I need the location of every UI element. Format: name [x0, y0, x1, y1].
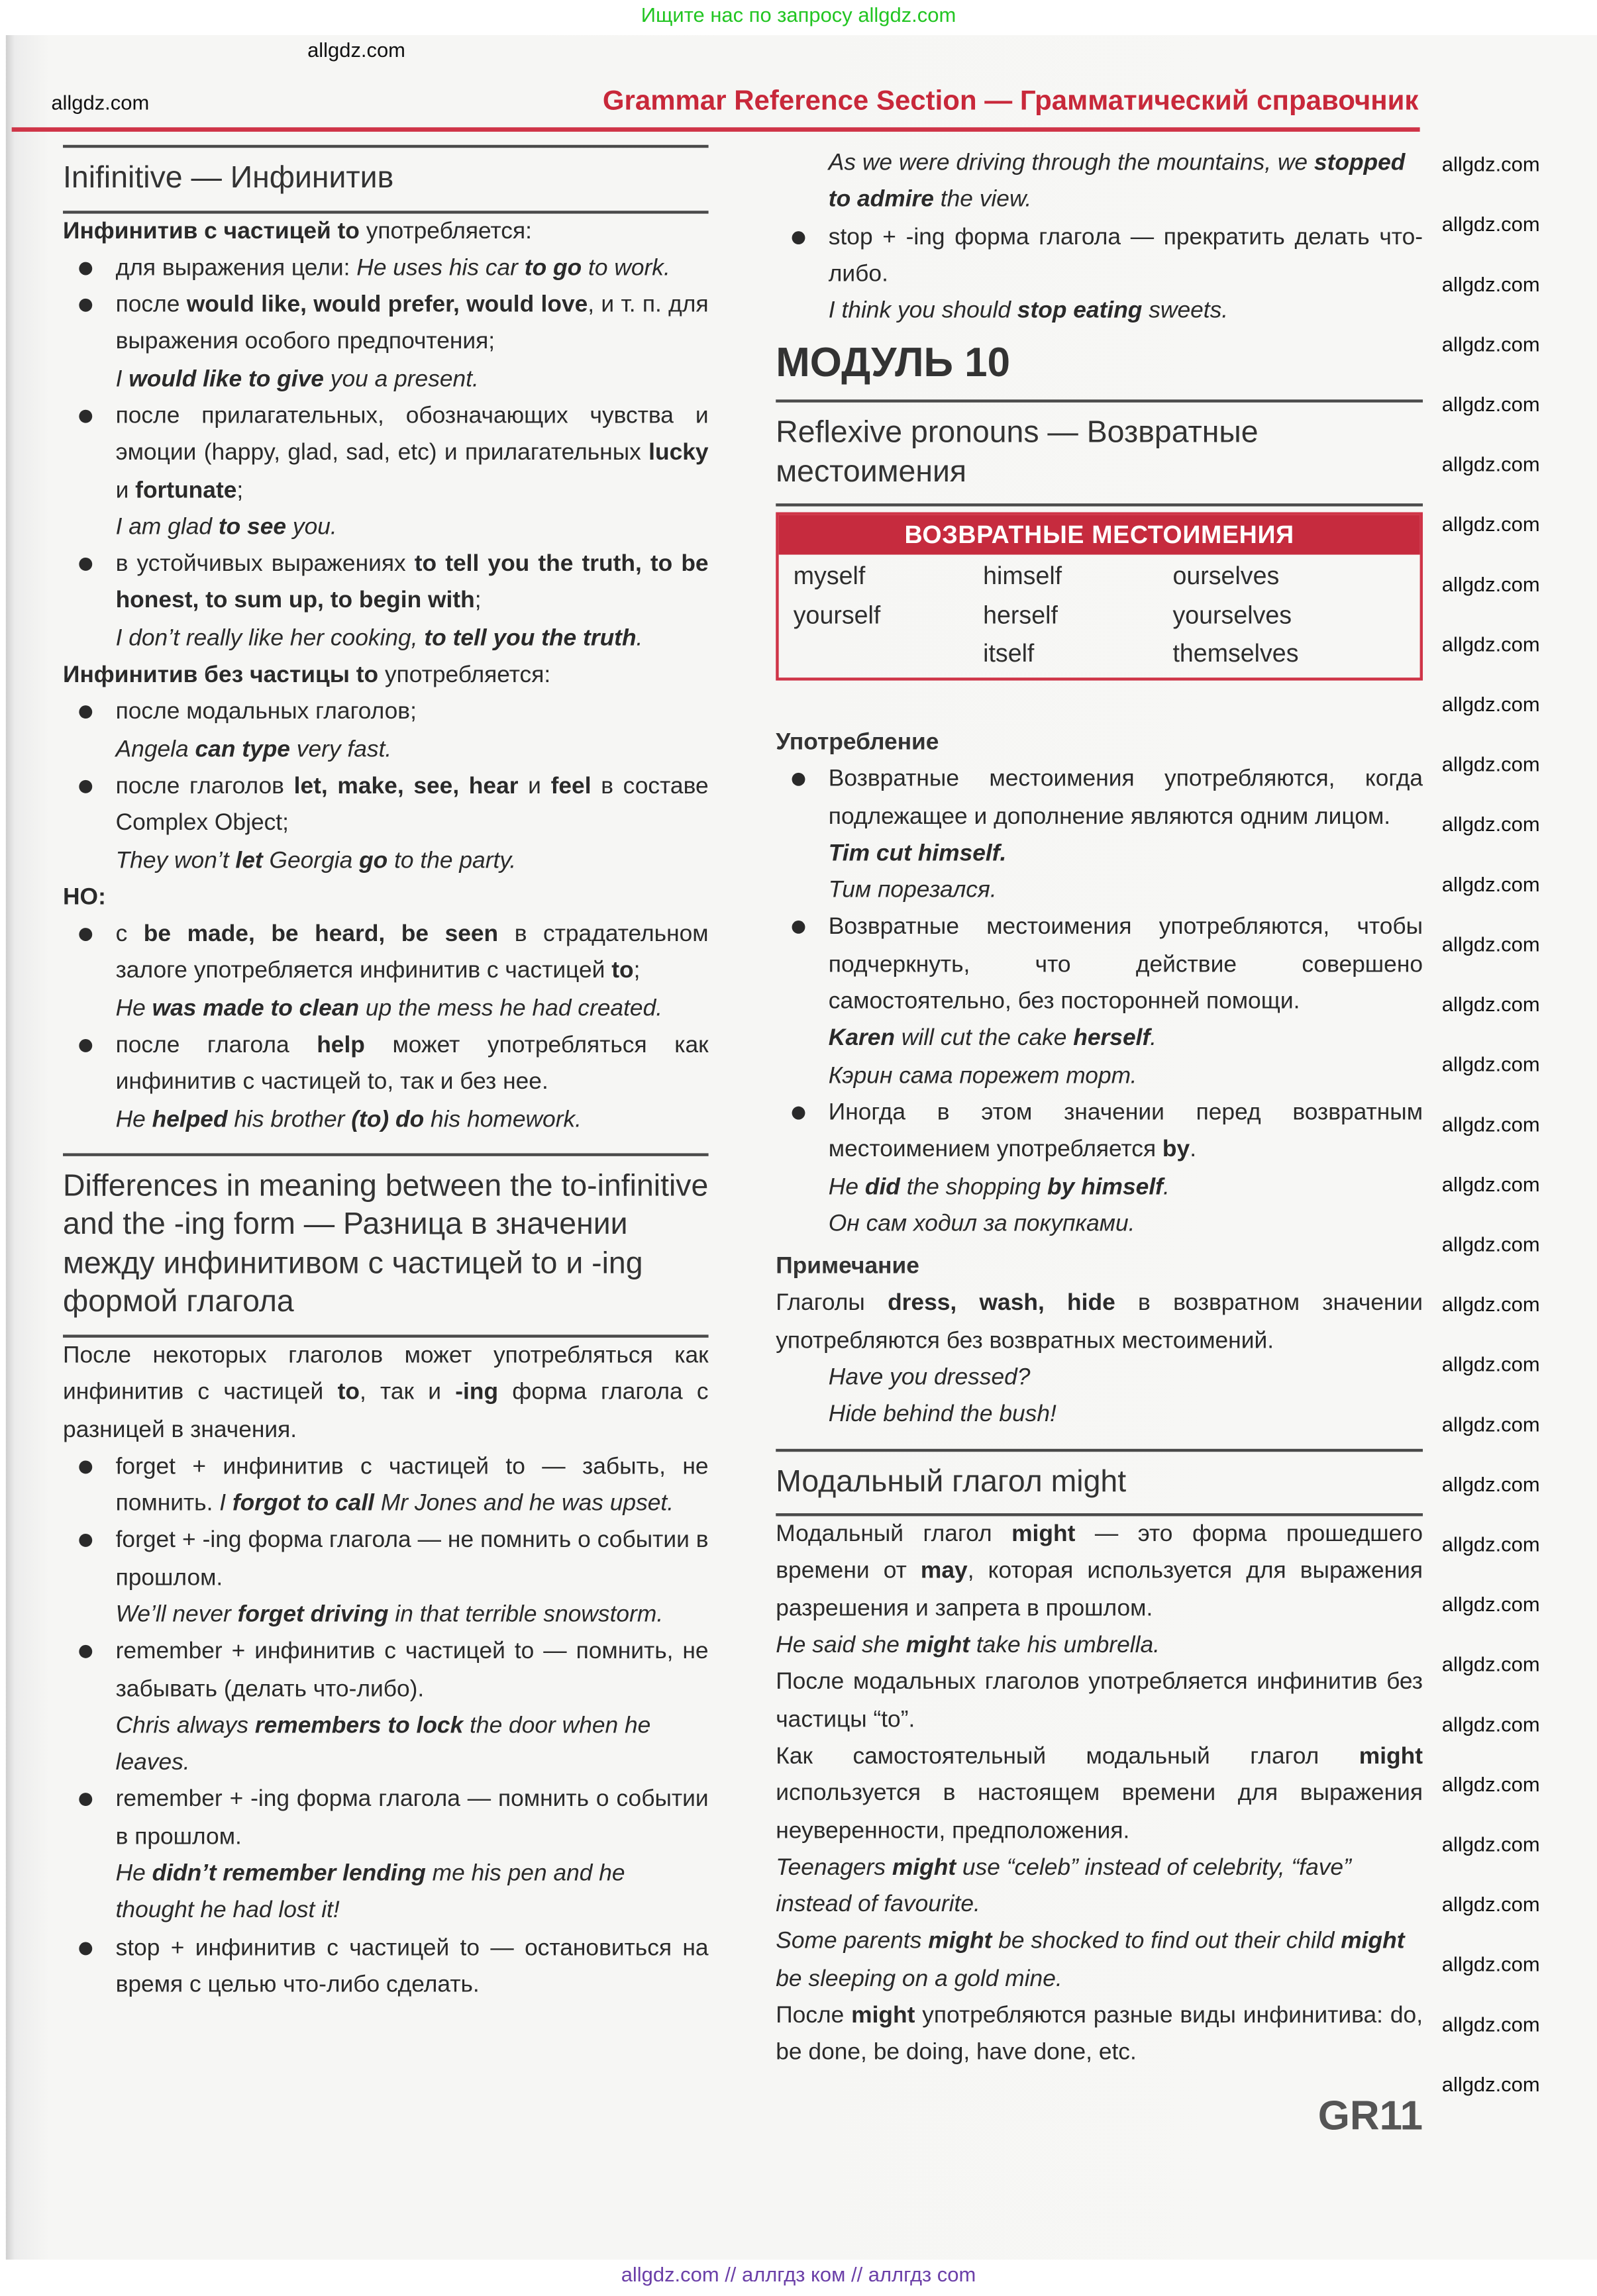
text-run: He [115, 1107, 152, 1132]
text-run: lucky [648, 440, 709, 466]
watermark: allgdz.com [1441, 332, 1540, 356]
text-run: sweets. [1142, 299, 1229, 324]
module-heading [776, 330, 1423, 400]
section-divider [776, 504, 1423, 507]
bullet-icon [79, 1534, 92, 1548]
text-run: Chris always [115, 1713, 255, 1739]
paragraph [776, 1517, 1423, 1628]
text-run: stopped to admire [828, 150, 1406, 213]
example-sentence [63, 1708, 709, 1782]
text-run: remember + инфинитив с частицей to — помнить, не забывать (делать что-либо). [115, 1639, 709, 1702]
watermark: allgdz.com [51, 91, 150, 115]
paragraph [63, 1338, 709, 1449]
section-heading [63, 148, 709, 210]
bullet-icon [79, 1793, 92, 1807]
watermark: allgdz.com [1441, 1292, 1540, 1316]
text-run: I think you should [828, 299, 1017, 324]
text-run: ; [236, 477, 244, 503]
watermark: allgdz.com [1441, 812, 1540, 836]
text-run: you a present. [323, 366, 479, 392]
text-run: Употребление [776, 730, 939, 756]
text-run: to [337, 1380, 360, 1405]
bullet-icon [79, 299, 92, 312]
watermark: allgdz.com [307, 38, 405, 62]
watermark: allgdz.com [1441, 1472, 1540, 1496]
watermark: allgdz.com [1441, 1892, 1540, 1916]
pronoun-cell: itself [983, 640, 1035, 668]
watermark: allgdz.com [1441, 512, 1540, 536]
example-sentence [776, 1058, 1423, 1095]
watermark: allgdz.com [1441, 2072, 1540, 2096]
text-run: let [235, 848, 263, 873]
watermark: allgdz.com [1441, 572, 1540, 596]
text-run: Примечание [776, 1254, 919, 1279]
text-run: can type [195, 737, 290, 762]
text-run: forget + инфинитив с частицей to — забыть, не помнить. [115, 1454, 709, 1517]
text-run: forget + -ing форма глагола — не помнить о событии в прошлом. [115, 1528, 709, 1591]
watermark: allgdz.com [1441, 2012, 1540, 2036]
section-heading [776, 1451, 1423, 1513]
bullet-icon [79, 410, 92, 423]
text-run: stop + -ing форма глагола — прекратить делать что-либо. [828, 225, 1423, 287]
watermark: allgdz.com [1441, 1412, 1540, 1436]
bullet-icon [79, 558, 92, 571]
text-run: might [905, 1633, 970, 1658]
table-column [983, 558, 1172, 675]
text-run: Reflexive pronouns — Возвратные местоимения [776, 416, 1259, 489]
example-sentence [776, 1021, 1423, 1058]
section-heading [776, 403, 1423, 504]
text-run: Hide behind the bush! [828, 1402, 1056, 1428]
text-run: to go [524, 256, 582, 281]
watermark: allgdz.com [1441, 872, 1540, 896]
text-run: Differences in meaning between the to-infinitive and the -ing form — Разница в значении между инфинитивом с частицей to и -ing формой глагола [63, 1169, 709, 1320]
watermark: allgdz.com [1441, 992, 1540, 1016]
watermark: allgdz.com [1441, 392, 1540, 416]
text-run: to the party. [387, 848, 517, 873]
text-run: to see [218, 515, 287, 540]
text-run: to tell you the truth [424, 626, 637, 651]
text-run: после прилагательных, обозначающих чувства и эмоции (happy, glad, sad, etc) и прилагательных [115, 403, 709, 466]
text-run: Инфинитив без частицы to [63, 663, 379, 688]
text-run: -ing [455, 1380, 499, 1405]
text-run: He uses his car [356, 256, 525, 281]
text-run: by himself [1047, 1174, 1163, 1200]
text-run: might [1011, 1522, 1076, 1548]
text-run: feel [550, 774, 592, 799]
bullet-icon [792, 230, 805, 244]
text-run: to [611, 959, 634, 985]
pronoun-cell: yourselves [1172, 601, 1292, 630]
page-number: GR11 [1317, 2092, 1423, 2138]
text-run: Georgia [262, 848, 360, 873]
text-run: be sleeping on a gold mine. [776, 1966, 1062, 1991]
text-run: Иногда в этом значении перед возвратным местоимением употребляется [828, 1100, 1423, 1163]
watermark: allgdz.com [1441, 1592, 1540, 1616]
bullet-item [63, 546, 709, 621]
right-column [776, 145, 1423, 2139]
text-run: use “celeb” instead of celebrity, “fave” instead of favourite. [776, 1855, 1351, 1918]
text-run: Возвратные местоимения употребляются, когда подлежащее и дополнение являются одним лицом. [828, 767, 1423, 830]
example-sentence [63, 509, 709, 546]
text-run: He [115, 996, 152, 1021]
text-run: his brother [227, 1107, 352, 1132]
watermark: allgdz.com [1441, 1952, 1540, 1976]
text-run: might [1359, 1744, 1423, 1770]
text-run: We’ll never [115, 1602, 238, 1628]
example-sentence [776, 1627, 1423, 1664]
bottom-banner: allgdz.com // аллгдз ком // аллгдз com [621, 2262, 976, 2286]
watermark: allgdz.com [1441, 1532, 1540, 1556]
text-run: you. [286, 515, 337, 540]
text-run: remember + -ing форма глагола — помнить о событии в прошлом. [115, 1787, 709, 1850]
watermark: allgdz.com [1441, 1772, 1540, 1796]
text-run: fortunate [135, 477, 237, 503]
text-run: might [851, 2003, 915, 2028]
text-run: would like to give [129, 366, 324, 392]
table-column [1172, 558, 1405, 675]
text-run: , которая используется для выражения разрешения и запрета в прошлом. [776, 1559, 1423, 1621]
text-run: форма глагола с разницей в значения. [63, 1380, 709, 1442]
bullet-icon [792, 921, 805, 934]
text-run: me his pen and he thought he had lost it! [115, 1862, 625, 1924]
text-run: После некоторых глаголов может употребляться как инфинитив с частицей [63, 1343, 709, 1405]
table-body [779, 556, 1420, 678]
watermark: allgdz.com [1441, 1112, 1540, 1136]
pronoun-cell: himself [983, 562, 1062, 591]
bullet-item [63, 1782, 709, 1856]
bullet-icon [79, 706, 92, 719]
text-run: may [920, 1559, 968, 1585]
text-run: stop + инфинитив с частицей to — остановиться на время с целью что-либо сделать. [115, 1935, 709, 1998]
text-run: He [115, 1862, 152, 1887]
bullet-icon [79, 1460, 92, 1473]
text-run: to work. [582, 256, 670, 281]
text-run: в устойчивых выражениях [115, 552, 415, 577]
text-run: может употребляться как инфинитив с частицей to, так и без нее. [115, 1033, 709, 1095]
example-sentence [776, 1360, 1423, 1397]
bullet-icon [79, 1942, 92, 1955]
paragraph [776, 1285, 1423, 1360]
text-run: Кэрин сама порежет торт. [828, 1063, 1137, 1089]
example-sentence [63, 620, 709, 657]
text-run: Tim cut himself. [828, 841, 1007, 866]
example-sentence [63, 842, 709, 879]
pronoun-cell: yourself [793, 601, 881, 630]
text-run: dress, wash, hide [888, 1291, 1115, 1317]
example-sentence [63, 361, 709, 398]
text-run: употребляется: [378, 663, 551, 688]
text-run: ; [633, 959, 641, 985]
example-sentence [776, 872, 1423, 909]
example-sentence [776, 293, 1423, 330]
watermark: allgdz.com [1441, 632, 1540, 656]
text-run: Inifinitive — Инфинитив [63, 161, 394, 195]
text-run: I [115, 366, 129, 392]
bullet-item [63, 287, 709, 361]
text-run: As we were driving through the mountains, we [828, 150, 1314, 176]
text-run: . [1162, 1174, 1170, 1200]
text-run: very fast. [289, 737, 392, 762]
watermark: allgdz.com [1441, 1232, 1540, 1256]
example-sentence [776, 1850, 1423, 1924]
section-header-title: Grammar Reference Section — Грамматический справочник [602, 86, 1419, 117]
text-run: be made, be heard, be seen [143, 922, 499, 948]
pronoun-cell: herself [983, 601, 1058, 630]
text-run: Mr Jones and he was upset. [374, 1491, 674, 1517]
section-heading [63, 1156, 709, 1335]
text-run: the view. [933, 187, 1032, 213]
text-run: Как самостоятельный модальный глагол [776, 1744, 1359, 1770]
text-run: help [317, 1033, 365, 1058]
text-run: Глаголы [776, 1291, 888, 1317]
text-run: the door when he leaves. [115, 1713, 651, 1776]
text-run: (to) do [351, 1107, 425, 1132]
text-run: by [1162, 1137, 1190, 1163]
text-run: I [219, 1491, 232, 1517]
text-run: Тим порезался. [828, 878, 997, 903]
text-run: He said she [776, 1633, 906, 1658]
bullet-item [63, 250, 709, 287]
text-run: Инфинитив с частицей to [63, 219, 360, 244]
watermark: allgdz.com [1441, 1352, 1540, 1376]
table-column [794, 558, 983, 675]
text-run: will cut the cake [895, 1026, 1074, 1052]
text-run: in that terrible snowstorm. [388, 1602, 664, 1628]
watermark: allgdz.com [1441, 1712, 1540, 1736]
watermark: allgdz.com [1441, 1652, 1540, 1676]
text-run: forgot to call [232, 1491, 375, 1517]
text-run: Have you dressed? [828, 1365, 1031, 1391]
bullet-item [63, 398, 709, 509]
example-sentence [776, 1206, 1423, 1243]
text-run: I am glad [115, 515, 219, 540]
text-run: — это форма прошедшего времени от [776, 1522, 1423, 1585]
text-run: Karen [828, 1026, 896, 1052]
bullet-icon [79, 780, 92, 793]
watermark: allgdz.com [1441, 1052, 1540, 1076]
bullet-item [63, 694, 709, 731]
text-run: the shopping [900, 1174, 1048, 1200]
bullet-item [63, 1522, 709, 1597]
bullet-item [776, 219, 1423, 293]
text-run: might [928, 1929, 992, 1955]
text-run: take his umbrella. [970, 1633, 1160, 1658]
example-sentence [63, 991, 709, 1028]
text-run: herself [1073, 1026, 1151, 1052]
text-run: . [636, 626, 643, 651]
bullet-icon [79, 262, 92, 275]
watermark: allgdz.com [1441, 452, 1540, 476]
pronoun-cell: myself [793, 562, 866, 591]
text-run: после глагола [115, 1033, 317, 1058]
paragraph [63, 879, 709, 917]
paragraph [776, 1738, 1423, 1850]
subsection-heading [776, 1248, 1423, 1285]
text-run: . [1150, 1026, 1157, 1052]
text-run: up the mess he had created. [359, 996, 663, 1021]
example-sentence [776, 1924, 1423, 1998]
text-run: после [115, 293, 187, 318]
text-run: для выражения цели: [115, 256, 357, 281]
text-run: forget driving [237, 1602, 389, 1628]
watermark: allgdz.com [1441, 932, 1540, 956]
text-run: his homework. [424, 1107, 582, 1132]
text-run: употребляются разные виды инфинитива: do, be done, be doing, have done, etc. [776, 2003, 1423, 2066]
bullet-icon [79, 928, 92, 941]
text-run: Модальный глагол [776, 1522, 1012, 1548]
watermark: allgdz.com [1441, 692, 1540, 716]
text-run: , и т. п. для выражения особого предпочтения; [115, 293, 709, 355]
top-banner: Ищите нас по запросу allgdz.com [641, 3, 956, 26]
watermark: allgdz.com [1441, 212, 1540, 236]
text-run: после модальных глаголов; [115, 700, 417, 725]
bullet-item [63, 1027, 709, 1101]
text-run: might [892, 1855, 956, 1881]
header-divider [12, 127, 1420, 132]
bullet-icon [792, 1107, 805, 1120]
watermark: allgdz.com [1441, 1832, 1540, 1856]
text-run: в возвратном значении употребляются без возвратных местоимений. [776, 1291, 1423, 1354]
text-run: МОДУЛЬ 10 [776, 340, 1011, 386]
example-sentence [776, 836, 1423, 873]
text-run: Возвратные местоимения употребляются, чтобы подчеркнуть, что действие совершено самостоятельно, без посторонней помощи. [828, 915, 1423, 1015]
text-run: would like, would prefer, would love [186, 293, 588, 318]
text-run: и [518, 774, 551, 799]
example-sentence [776, 1397, 1423, 1434]
bullet-item [776, 1095, 1423, 1169]
bullet-item [63, 768, 709, 842]
text-run: и [115, 477, 136, 503]
text-run: was made to clean [152, 996, 360, 1021]
text-run: после глаголов [115, 774, 294, 799]
text-run: helped [152, 1107, 228, 1132]
bullet-item [63, 1448, 709, 1522]
text-run: Some parents [776, 1929, 929, 1955]
bullet-item [63, 1634, 709, 1708]
text-run: Angela [115, 737, 195, 762]
text-run: let, make, see, hear [293, 774, 519, 799]
watermark: allgdz.com [1441, 152, 1540, 176]
text-run: Модальный глагол might [776, 1464, 1127, 1499]
example-sentence [63, 1597, 709, 1634]
bullet-icon [79, 1039, 92, 1052]
left-column [63, 145, 709, 2004]
text-run: I don’t really like her cooking, [115, 626, 425, 651]
bullet-item [63, 917, 709, 991]
table-title: ВОЗВРАТНЫЕ МЕСТОИМЕНИЯ [779, 516, 1420, 556]
text-run: используется в настоящем времени для выражения неуверенности, предположения. [776, 1781, 1423, 1844]
example-sentence [63, 731, 709, 768]
reflexive-pronouns-table [776, 513, 1423, 681]
paragraph [776, 1997, 1423, 2071]
bullet-item [63, 1930, 709, 2004]
bullet-icon [792, 773, 805, 786]
text-run: They won’t [115, 848, 236, 873]
text-run: с [115, 922, 144, 948]
text-run: После модальных глаголов употребляется инфинитив без частицы “to”. [776, 1670, 1423, 1732]
text-run: . [1190, 1137, 1197, 1163]
text-run: Teenagers [776, 1855, 892, 1881]
paragraph [63, 657, 709, 694]
text-run: , так и [359, 1380, 456, 1405]
subsection-heading [776, 724, 1423, 762]
watermark: allgdz.com [1441, 752, 1540, 776]
text-run: употребляется: [359, 219, 532, 244]
text-run: ; [474, 589, 482, 614]
text-run: didn’t remember lending [152, 1862, 426, 1887]
bullet-item [776, 909, 1423, 1021]
text-run: в страдательном залоге употребляется инфинитив с частицей [115, 922, 709, 985]
pronoun-cell: ourselves [1172, 562, 1280, 591]
text-run: После [776, 2003, 852, 2028]
text-run: remembers to lock [254, 1713, 464, 1739]
example-sentence [776, 145, 1423, 219]
bullet-item [776, 762, 1423, 836]
text-run: Он сам ходил за покупками. [828, 1211, 1135, 1237]
pronoun-cell: themselves [1172, 640, 1299, 668]
watermark: allgdz.com [1441, 272, 1540, 296]
example-sentence [776, 1169, 1423, 1206]
text-run: go [359, 848, 388, 873]
example-sentence [63, 1101, 709, 1138]
text-run: be shocked to find out their child [992, 1929, 1341, 1955]
paragraph [776, 1664, 1423, 1738]
watermark: allgdz.com [1441, 1172, 1540, 1196]
example-sentence [63, 1856, 709, 1930]
text-run: did [864, 1174, 900, 1200]
paragraph [63, 213, 709, 250]
text-run: He [828, 1174, 865, 1200]
text-run: в составе Complex Object; [115, 774, 709, 836]
text-run: stop eating [1017, 299, 1143, 324]
text-run: НО: [63, 885, 106, 911]
bullet-icon [79, 1646, 92, 1659]
text-run: might [1341, 1929, 1405, 1955]
text-run: to tell you the truth, to be honest, to sum up, to begin with [115, 552, 709, 614]
